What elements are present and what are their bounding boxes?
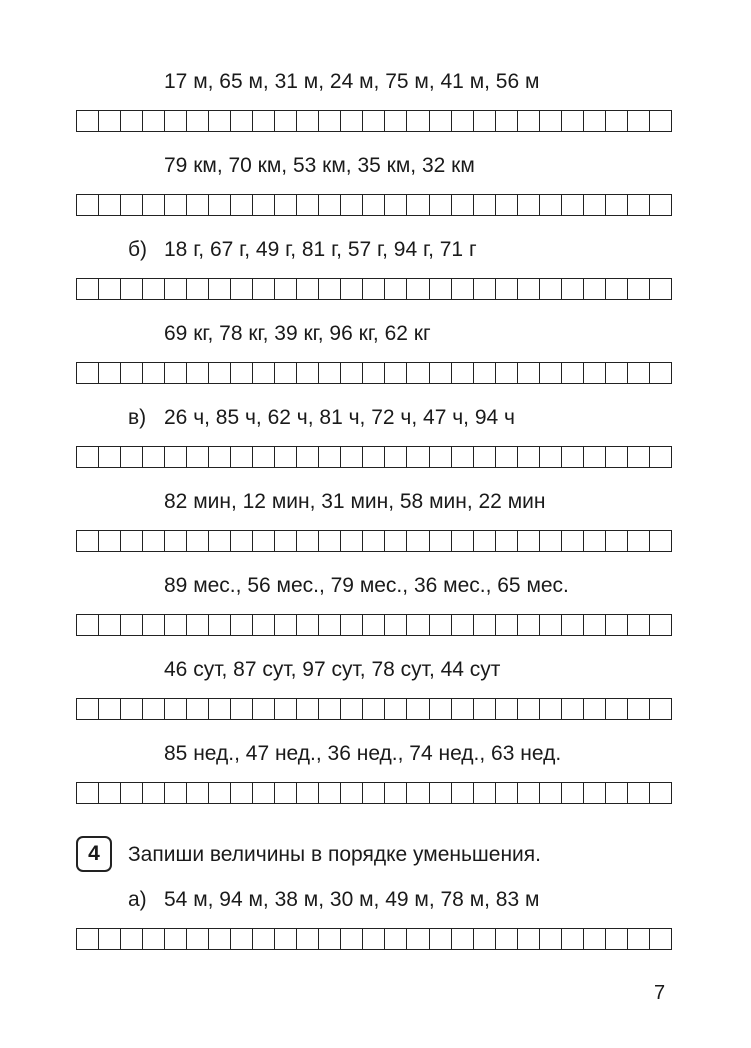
answer-grid-1[interactable] (76, 110, 672, 132)
grid-cell[interactable] (650, 929, 672, 949)
grid-cell[interactable] (231, 699, 253, 719)
grid-cell[interactable] (231, 783, 253, 803)
values-row-8: 46 сут, 87 сут, 97 сут, 78 сут, 44 сут (164, 658, 501, 681)
grid-cell[interactable] (562, 447, 584, 467)
grid-cell[interactable] (385, 447, 407, 467)
grid-cell[interactable] (209, 447, 231, 467)
grid-cell[interactable] (606, 279, 628, 299)
grid-cell[interactable] (319, 279, 341, 299)
grid-cell[interactable] (187, 111, 209, 131)
grid-cell[interactable] (496, 195, 518, 215)
grid-cell[interactable] (297, 699, 319, 719)
grid-cell[interactable] (385, 699, 407, 719)
grid-cell[interactable] (474, 279, 496, 299)
grid-cell[interactable] (562, 363, 584, 383)
grid-cell[interactable] (297, 111, 319, 131)
grid-cell[interactable] (474, 111, 496, 131)
grid-cell[interactable] (341, 363, 363, 383)
grid-cell[interactable] (584, 699, 606, 719)
grid-cell[interactable] (496, 615, 518, 635)
grid-cell[interactable] (253, 195, 275, 215)
grid-cell[interactable] (518, 929, 540, 949)
grid-cell[interactable] (165, 195, 187, 215)
grid-cell[interactable] (99, 783, 121, 803)
grid-cell[interactable] (430, 111, 452, 131)
grid-cell[interactable] (452, 615, 474, 635)
grid-cell[interactable] (121, 363, 143, 383)
grid-cell[interactable] (77, 699, 99, 719)
grid-cell[interactable] (77, 929, 99, 949)
grid-cell[interactable] (275, 783, 297, 803)
grid-cell[interactable] (540, 615, 562, 635)
answer-grid-2[interactable] (76, 194, 672, 216)
grid-cell[interactable] (385, 783, 407, 803)
grid-cell[interactable] (99, 929, 121, 949)
grid-cell[interactable] (275, 279, 297, 299)
values-row-2: 79 км, 70 км, 53 км, 35 км, 32 км (164, 154, 475, 177)
grid-cell[interactable] (341, 195, 363, 215)
grid-cell[interactable] (452, 531, 474, 551)
grid-cell[interactable] (187, 195, 209, 215)
grid-cell[interactable] (584, 111, 606, 131)
grid-cell[interactable] (518, 279, 540, 299)
grid-cell[interactable] (540, 195, 562, 215)
grid-cell[interactable] (231, 111, 253, 131)
grid-cell[interactable] (99, 195, 121, 215)
grid-cell[interactable] (253, 699, 275, 719)
grid-cell[interactable] (407, 111, 429, 131)
grid-cell[interactable] (628, 615, 650, 635)
grid-cell[interactable] (562, 531, 584, 551)
grid-cell[interactable] (99, 447, 121, 467)
grid-cell[interactable] (143, 929, 165, 949)
grid-cell[interactable] (77, 279, 99, 299)
grid-cell[interactable] (496, 783, 518, 803)
values-row-1: 17 м, 65 м, 31 м, 24 м, 75 м, 41 м, 56 м (164, 70, 540, 93)
page-number: 7 (654, 982, 666, 1004)
grid-cell[interactable] (430, 699, 452, 719)
grid-cell[interactable] (143, 279, 165, 299)
grid-cell[interactable] (187, 447, 209, 467)
grid-cell[interactable] (407, 363, 429, 383)
grid-cell[interactable] (363, 111, 385, 131)
grid-cell[interactable] (363, 531, 385, 551)
grid-cell[interactable] (363, 615, 385, 635)
grid-cell[interactable] (430, 615, 452, 635)
grid-cell[interactable] (385, 929, 407, 949)
grid-cell[interactable] (584, 783, 606, 803)
answer-grid-6[interactable] (76, 530, 672, 552)
grid-cell[interactable] (518, 615, 540, 635)
grid-cell[interactable] (628, 783, 650, 803)
grid-cell[interactable] (540, 531, 562, 551)
grid-cell[interactable] (275, 615, 297, 635)
grid-cell[interactable] (253, 615, 275, 635)
grid-cell[interactable] (650, 195, 672, 215)
grid-cell[interactable] (540, 447, 562, 467)
grid-cell[interactable] (628, 447, 650, 467)
grid-cell[interactable] (452, 783, 474, 803)
grid-cell[interactable] (496, 111, 518, 131)
grid-cell[interactable] (628, 929, 650, 949)
grid-cell[interactable] (474, 447, 496, 467)
grid-cell[interactable] (584, 447, 606, 467)
grid-cell[interactable] (650, 447, 672, 467)
grid-cell[interactable] (606, 531, 628, 551)
grid-cell[interactable] (518, 783, 540, 803)
grid-cell[interactable] (187, 531, 209, 551)
answer-grid-9[interactable] (76, 782, 672, 804)
grid-cell[interactable] (496, 531, 518, 551)
grid-cell[interactable] (275, 699, 297, 719)
grid-cell[interactable] (319, 615, 341, 635)
values-row-task4: 54 м, 94 м, 38 м, 30 м, 49 м, 78 м, 83 м (164, 888, 540, 911)
grid-cell[interactable] (121, 531, 143, 551)
grid-cell[interactable] (297, 363, 319, 383)
answer-grid-3[interactable] (76, 278, 672, 300)
grid-cell[interactable] (540, 111, 562, 131)
grid-cell[interactable] (430, 279, 452, 299)
grid-cell[interactable] (209, 615, 231, 635)
grid-cell[interactable] (121, 783, 143, 803)
grid-cell[interactable] (209, 531, 231, 551)
grid-cell[interactable] (474, 615, 496, 635)
grid-cell[interactable] (496, 447, 518, 467)
grid-cell[interactable] (209, 699, 231, 719)
grid-cell[interactable] (518, 531, 540, 551)
grid-cell[interactable] (165, 111, 187, 131)
grid-cell[interactable] (584, 363, 606, 383)
grid-cell[interactable] (121, 447, 143, 467)
grid-cell[interactable] (187, 615, 209, 635)
answer-grid-5[interactable] (76, 446, 672, 468)
grid-cell[interactable] (209, 363, 231, 383)
grid-cell[interactable] (650, 279, 672, 299)
grid-cell[interactable] (407, 699, 429, 719)
grid-cell[interactable] (99, 363, 121, 383)
grid-cell[interactable] (452, 699, 474, 719)
grid-cell[interactable] (297, 929, 319, 949)
grid-cell[interactable] (253, 447, 275, 467)
grid-cell[interactable] (474, 195, 496, 215)
grid-cell[interactable] (430, 783, 452, 803)
grid-cell[interactable] (121, 111, 143, 131)
grid-cell[interactable] (253, 783, 275, 803)
grid-cell[interactable] (562, 279, 584, 299)
grid-cell[interactable] (606, 615, 628, 635)
grid-cell[interactable] (606, 363, 628, 383)
grid-cell[interactable] (363, 699, 385, 719)
grid-cell[interactable] (187, 699, 209, 719)
grid-cell[interactable] (165, 363, 187, 383)
grid-cell[interactable] (77, 783, 99, 803)
grid-cell[interactable] (77, 531, 99, 551)
grid-cell[interactable] (496, 929, 518, 949)
grid-cell[interactable] (253, 279, 275, 299)
grid-cell[interactable] (496, 279, 518, 299)
grid-cell[interactable] (297, 447, 319, 467)
grid-cell[interactable] (165, 699, 187, 719)
grid-cell[interactable] (231, 531, 253, 551)
grid-cell[interactable] (209, 783, 231, 803)
grid-cell[interactable] (430, 195, 452, 215)
grid-cell[interactable] (562, 615, 584, 635)
grid-cell[interactable] (385, 363, 407, 383)
grid-cell[interactable] (363, 195, 385, 215)
grid-cell[interactable] (143, 195, 165, 215)
grid-cell[interactable] (253, 111, 275, 131)
grid-cell[interactable] (341, 615, 363, 635)
grid-cell[interactable] (474, 363, 496, 383)
grid-cell[interactable] (407, 615, 429, 635)
grid-cell[interactable] (231, 195, 253, 215)
grid-cell[interactable] (562, 929, 584, 949)
grid-cell[interactable] (518, 111, 540, 131)
grid-cell[interactable] (628, 195, 650, 215)
grid-cell[interactable] (341, 929, 363, 949)
grid-cell[interactable] (496, 699, 518, 719)
grid-cell[interactable] (452, 929, 474, 949)
grid-cell[interactable] (562, 783, 584, 803)
grid-cell[interactable] (650, 111, 672, 131)
grid-cell[interactable] (584, 195, 606, 215)
grid-cell[interactable] (407, 195, 429, 215)
grid-cell[interactable] (77, 363, 99, 383)
grid-cell[interactable] (165, 531, 187, 551)
grid-cell[interactable] (231, 929, 253, 949)
grid-cell[interactable] (143, 783, 165, 803)
grid-cell[interactable] (385, 111, 407, 131)
grid-cell[interactable] (518, 699, 540, 719)
grid-cell[interactable] (363, 783, 385, 803)
grid-cell[interactable] (341, 447, 363, 467)
grid-cell[interactable] (341, 699, 363, 719)
grid-cell[interactable] (341, 279, 363, 299)
grid-cell[interactable] (628, 111, 650, 131)
grid-cell[interactable] (77, 447, 99, 467)
values-row-9: 85 нед., 47 нед., 36 нед., 74 нед., 63 нед. (164, 742, 562, 765)
grid-cell[interactable] (518, 447, 540, 467)
grid-cell[interactable] (275, 929, 297, 949)
grid-cell[interactable] (275, 111, 297, 131)
grid-cell[interactable] (99, 111, 121, 131)
grid-cell[interactable] (121, 615, 143, 635)
grid-cell[interactable] (187, 363, 209, 383)
grid-cell[interactable] (430, 447, 452, 467)
grid-cell[interactable] (275, 531, 297, 551)
grid-cell[interactable] (363, 447, 385, 467)
grid-cell[interactable] (99, 531, 121, 551)
answer-grid-8[interactable] (76, 698, 672, 720)
grid-cell[interactable] (385, 615, 407, 635)
grid-cell[interactable] (363, 279, 385, 299)
grid-cell[interactable] (606, 111, 628, 131)
grid-cell[interactable] (650, 615, 672, 635)
grid-cell[interactable] (165, 615, 187, 635)
grid-cell[interactable] (77, 111, 99, 131)
grid-cell[interactable] (606, 447, 628, 467)
grid-cell[interactable] (253, 363, 275, 383)
grid-cell[interactable] (452, 195, 474, 215)
grid-cell[interactable] (606, 783, 628, 803)
grid-cell[interactable] (121, 699, 143, 719)
grid-cell[interactable] (275, 363, 297, 383)
grid-cell[interactable] (474, 699, 496, 719)
grid-cell[interactable] (165, 279, 187, 299)
grid-cell[interactable] (187, 929, 209, 949)
values-row-3: 18 г, 67 г, 49 г, 81 г, 57 г, 94 г, 71 г (164, 238, 477, 261)
answer-grid-7[interactable] (76, 614, 672, 636)
grid-cell[interactable] (562, 699, 584, 719)
grid-cell[interactable] (385, 195, 407, 215)
grid-cell[interactable] (253, 929, 275, 949)
grid-cell[interactable] (540, 699, 562, 719)
grid-cell[interactable] (165, 929, 187, 949)
grid-cell[interactable] (385, 279, 407, 299)
grid-cell[interactable] (363, 363, 385, 383)
grid-cell[interactable] (474, 783, 496, 803)
grid-cell[interactable] (430, 929, 452, 949)
grid-cell[interactable] (143, 447, 165, 467)
values-row-4: 69 кг, 78 кг, 39 кг, 96 кг, 62 кг (164, 322, 431, 345)
grid-cell[interactable] (297, 615, 319, 635)
grid-cell[interactable] (407, 929, 429, 949)
grid-cell[interactable] (452, 363, 474, 383)
answer-grid-task4[interactable] (76, 928, 672, 950)
grid-cell[interactable] (628, 363, 650, 383)
grid-cell[interactable] (363, 929, 385, 949)
grid-cell[interactable] (121, 195, 143, 215)
grid-cell[interactable] (275, 447, 297, 467)
grid-cell[interactable] (650, 363, 672, 383)
grid-cell[interactable] (452, 111, 474, 131)
grid-cell[interactable] (77, 615, 99, 635)
grid-cell[interactable] (341, 783, 363, 803)
grid-cell[interactable] (650, 531, 672, 551)
grid-cell[interactable] (540, 279, 562, 299)
grid-cell[interactable] (650, 783, 672, 803)
grid-cell[interactable] (231, 363, 253, 383)
grid-cell[interactable] (584, 615, 606, 635)
grid-cell[interactable] (319, 783, 341, 803)
grid-cell[interactable] (606, 195, 628, 215)
values-row-7: 89 мес., 56 мес., 79 мес., 36 мес., 65 мес. (164, 574, 569, 597)
grid-cell[interactable] (452, 447, 474, 467)
grid-cell[interactable] (540, 363, 562, 383)
grid-cell[interactable] (407, 783, 429, 803)
grid-cell[interactable] (253, 531, 275, 551)
item-marker-b: б) (128, 238, 148, 261)
grid-cell[interactable] (231, 279, 253, 299)
grid-cell[interactable] (187, 279, 209, 299)
grid-cell[interactable] (121, 279, 143, 299)
grid-cell[interactable] (584, 929, 606, 949)
grid-cell[interactable] (452, 279, 474, 299)
grid-cell[interactable] (496, 363, 518, 383)
grid-cell[interactable] (628, 699, 650, 719)
grid-cell[interactable] (584, 531, 606, 551)
grid-cell[interactable] (628, 279, 650, 299)
answer-grid-4[interactable] (76, 362, 672, 384)
grid-cell[interactable] (143, 615, 165, 635)
grid-cell[interactable] (407, 447, 429, 467)
grid-cell[interactable] (562, 195, 584, 215)
grid-cell[interactable] (584, 279, 606, 299)
grid-cell[interactable] (341, 531, 363, 551)
grid-cell[interactable] (231, 447, 253, 467)
grid-cell[interactable] (430, 531, 452, 551)
grid-cell[interactable] (319, 195, 341, 215)
grid-cell[interactable] (407, 279, 429, 299)
grid-cell[interactable] (319, 699, 341, 719)
grid-cell[interactable] (231, 615, 253, 635)
grid-cell[interactable] (297, 279, 319, 299)
grid-cell[interactable] (407, 531, 429, 551)
grid-cell[interactable] (518, 195, 540, 215)
grid-cell[interactable] (209, 195, 231, 215)
grid-cell[interactable] (319, 363, 341, 383)
grid-cell[interactable] (143, 111, 165, 131)
grid-cell[interactable] (319, 929, 341, 949)
grid-cell[interactable] (143, 531, 165, 551)
grid-cell[interactable] (297, 783, 319, 803)
grid-cell[interactable] (606, 929, 628, 949)
grid-cell[interactable] (165, 447, 187, 467)
grid-cell[interactable] (628, 531, 650, 551)
grid-cell[interactable] (99, 279, 121, 299)
grid-cell[interactable] (297, 195, 319, 215)
grid-cell[interactable] (209, 929, 231, 949)
grid-cell[interactable] (275, 195, 297, 215)
grid-cell[interactable] (319, 447, 341, 467)
grid-cell[interactable] (143, 699, 165, 719)
grid-cell[interactable] (319, 531, 341, 551)
grid-cell[interactable] (99, 615, 121, 635)
grid-cell[interactable] (187, 783, 209, 803)
grid-cell[interactable] (518, 363, 540, 383)
grid-cell[interactable] (297, 531, 319, 551)
grid-cell[interactable] (562, 111, 584, 131)
grid-cell[interactable] (99, 699, 121, 719)
grid-cell[interactable] (121, 929, 143, 949)
grid-cell[interactable] (319, 111, 341, 131)
grid-cell[interactable] (209, 111, 231, 131)
grid-cell[interactable] (143, 363, 165, 383)
task-number-badge: 4 (76, 836, 112, 872)
grid-cell[interactable] (650, 699, 672, 719)
grid-cell[interactable] (430, 363, 452, 383)
item-marker-a: а) (128, 888, 147, 911)
grid-cell[interactable] (165, 783, 187, 803)
values-row-6: 82 мин, 12 мин, 31 мин, 58 мин, 22 мин (164, 490, 546, 513)
grid-cell[interactable] (606, 699, 628, 719)
grid-cell[interactable] (540, 929, 562, 949)
grid-cell[interactable] (77, 195, 99, 215)
task-instruction: Запиши величины в порядке уменьшения. (128, 843, 541, 866)
grid-cell[interactable] (540, 783, 562, 803)
grid-cell[interactable] (385, 531, 407, 551)
item-marker-v: в) (128, 406, 147, 429)
grid-cell[interactable] (341, 111, 363, 131)
values-row-5: 26 ч, 85 ч, 62 ч, 81 ч, 72 ч, 47 ч, 94 ч (164, 406, 515, 429)
grid-cell[interactable] (209, 279, 231, 299)
grid-cell[interactable] (474, 531, 496, 551)
grid-cell[interactable] (474, 929, 496, 949)
